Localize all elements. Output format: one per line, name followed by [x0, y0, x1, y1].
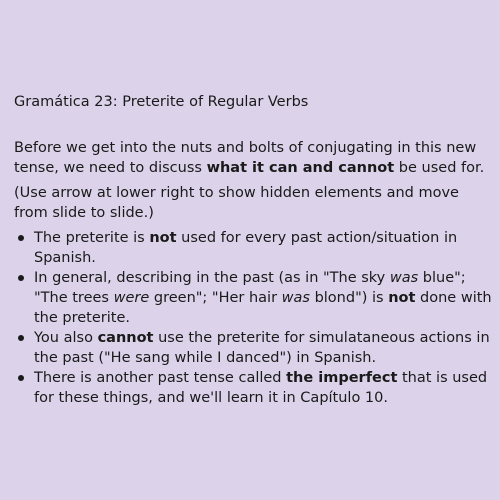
intro-emphasis: what it can and cannot: [206, 160, 395, 176]
bullet-text: In general, describing in the past (as in "The sky: [34, 270, 390, 286]
bullet-italic: was: [281, 290, 310, 306]
bullet-dot-icon: [18, 375, 24, 381]
bullet-text: The preterite is: [34, 230, 150, 246]
bullet-italic: were: [113, 290, 150, 306]
bullet-dot-icon: [18, 235, 24, 241]
intro-text-1: Before we get into the nuts and bolts of conjugating in this new tense, we need to discuss: [14, 140, 477, 176]
bullet-text: done with the preterite.: [34, 290, 492, 326]
bullet-text: use the preterite for simulataneous actions in the past ("He sang while I danced") in Spanish.: [34, 330, 490, 366]
bullet-list: [34, 228, 492, 408]
intro-paragraph: [14, 138, 492, 178]
bullet-italic: was: [389, 270, 419, 286]
bullet-item: [34, 268, 492, 328]
bullet-emphasis: the imperfect: [286, 370, 398, 386]
bullet-item: [34, 368, 492, 408]
bullet-text: used for every past action/situation in Spanish.: [34, 230, 458, 266]
bullet-emphasis: not: [149, 230, 177, 246]
bullet-text: You also: [34, 330, 98, 346]
bullet-emphasis: not: [388, 290, 416, 306]
bullet-item: [34, 328, 492, 368]
bullet-dot-icon: [18, 335, 24, 341]
intro-text-2: be used for.: [394, 160, 485, 176]
navigation-note: (Use arrow at lower right to show hidden elements and move from slide to slide.): [14, 185, 459, 221]
bullet-text: green"; "Her hair: [149, 290, 282, 306]
bullet-text: that is used for these things, and we'll learn it in Capítulo 10.: [34, 370, 488, 406]
bullet-text: There is another past tense called: [34, 370, 287, 386]
bullet-emphasis: cannot: [97, 330, 154, 346]
bullet-dot-icon: [18, 275, 24, 281]
slide-title: Gramática 23: Preterite of Regular Verbs: [14, 94, 309, 110]
bullet-text: blond") is: [309, 290, 389, 306]
bullet-text: blue"; "The trees: [34, 270, 466, 306]
bullet-item: [34, 228, 492, 268]
